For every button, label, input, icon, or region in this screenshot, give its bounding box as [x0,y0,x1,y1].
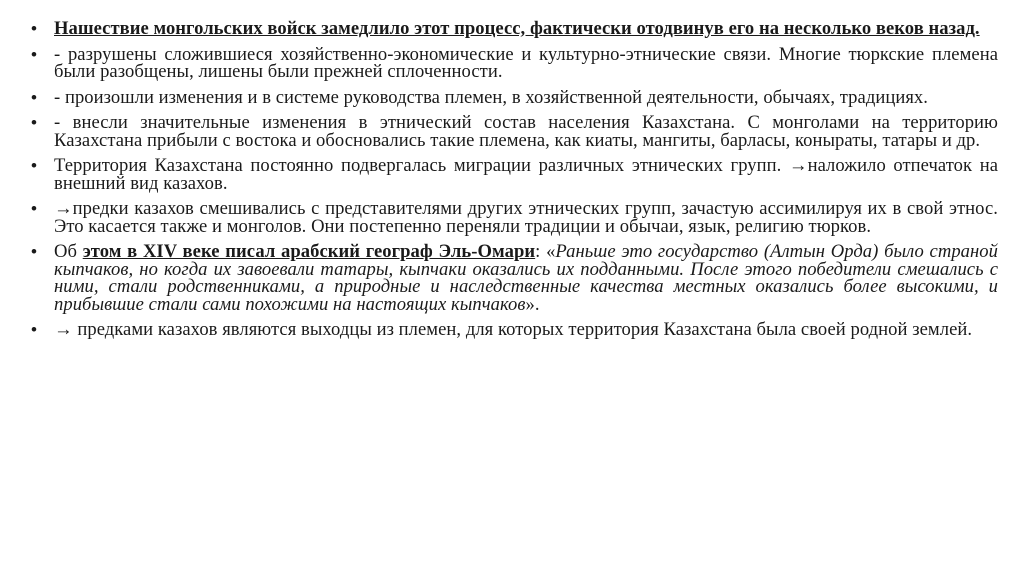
bullet-icon: • [31,242,38,261]
bullet-item-1 [30,20,998,38]
bullet-text-heading: Нашествие монгольских войск замедлило этот процесс, фактически отодвинув его на несколько веков назад. [54,18,980,39]
bullet-item-5 [30,157,998,192]
bullet-icon: • [31,19,38,38]
bullet-icon: • [31,156,38,175]
quote-open: : « [535,241,556,262]
bullet-text: - произошли изменения и в системе руководства племен, в хозяйственной деятельности, обычаях, традициях. [54,86,928,108]
bullet-text: - внесли значительные изменения в этнический состав населения Казахстана. С монголами на территорию Казахстана прибыли с востока и обосновались такие племена, как киаты, мангиты, барласы, коныраты, татары и др. [54,112,998,151]
quote-prefix: Об [54,241,83,262]
bullet-item-6 [30,200,998,235]
bullet-text: → предками казахов являются выходцы из племен, для которых территория Казахстана была своей родной землей. [54,319,973,340]
bullet-item-3 [30,86,998,108]
bullet-icon: • [31,87,38,107]
bullet-item-2 [30,43,998,82]
bullet-item-8 [30,321,998,339]
bullet-item-7 [30,243,998,313]
bullet-icon: • [31,113,38,132]
quote-text: Раньше это государство (Алтын Орда) было страной кыпчаков, но когда их завоевали татары, кыпчаки оказались их подданными. После этого победители смешались с ними, стали родственниками, а природные и наследственные качества местных оказались более высокими, и прибывшие стали сами похожими на настоящих кыпчаков [54,241,999,315]
bullet-item-4 [30,114,998,149]
bullet-text: Территория Казахстана постоянно подвергалась миграции различных этнических групп. →наложило отпечаток на внешний вид казахов. [54,155,998,194]
bullet-icon: • [31,44,38,64]
bullet-text: →предки казахов смешивались с представителями других этнических групп, зачастую ассимилируя их в свой этнос. Это касается также и монголов. Они постепенно переняли традиции и обычаи, язык, религию тюрков. [54,198,998,237]
quote-source-emphasis: этом в XIV веке писал арабский географ Эль-Омари [82,241,536,262]
bullet-icon: • [31,199,38,218]
bullet-text: - разрушены сложившиеся хозяйственно-экономические и культурно-этнические связи. Многие тюркские племена были разобщены, лишены были прежней сплоченности. [54,43,998,82]
quote-close: ». [525,293,540,315]
bullet-list [30,20,998,347]
bullet-icon: • [31,320,38,339]
